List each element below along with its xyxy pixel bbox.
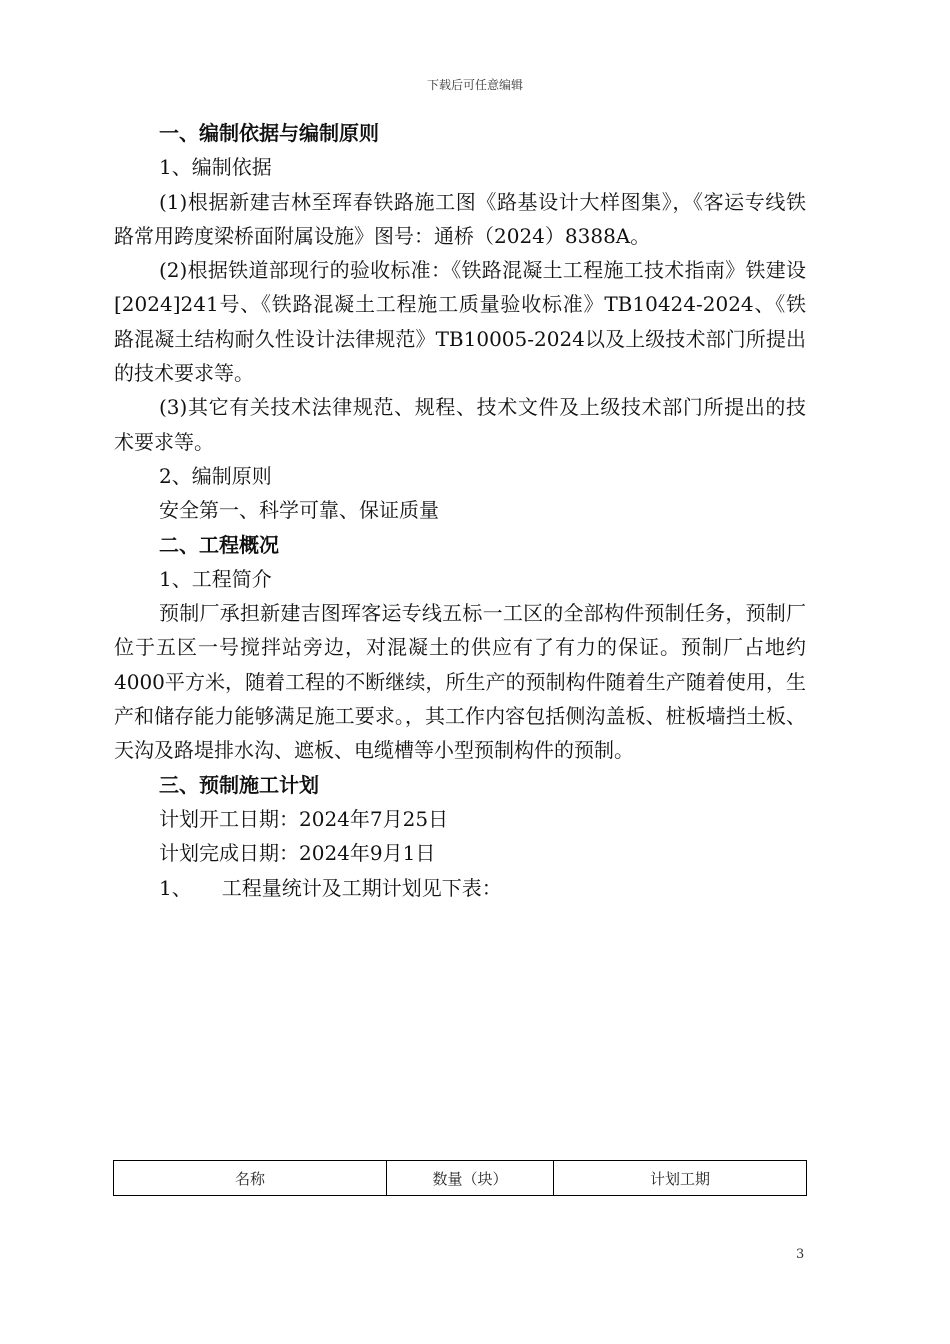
section-3-title: 三、预制施工计划 [159,772,319,797]
section-1-paragraph-4: 安全第一、科学可靠、保证质量 [159,498,439,523]
table-header-quantity: 数量（块） [387,1161,554,1196]
section-1-paragraph-2: (2)根据铁道部现行的验收标准：《铁路混凝土工程施工技术指南》铁建设[2024]241号、《铁路混凝土工程施工质量验收标准》TB10424-2024、《铁路混凝土结构耐久性设计法律规范》TB10005-2024以及上级技术部门所提出的技术要求等。 [114,258,806,386]
table-header-schedule: 计划工期 [554,1161,807,1196]
section-2-subheading-intro: 1、工程简介 [159,566,272,591]
section-1-subheading-basis: 1、编制依据 [159,155,272,180]
section-3-list-item [114,871,806,905]
section-3-finish-date: 计划完成日期：2024年9月1日 [159,841,436,866]
schedule-table [113,1160,807,1196]
section-1-paragraph-1: (1)根据新建吉林至珲春铁路施工图《路基设计大样图集》，《客运专线铁路常用跨度梁桥面附属设施》图号：通桥（2024）8388A。 [114,189,806,248]
list-item-text: 工程量统计及工期计划见下表： [221,875,502,900]
document-body [114,116,806,905]
section-1-paragraph-3: (3)其它有关技术法律规范、规程、技术文件及上级技术部门所提出的技术要求等。 [114,395,806,454]
table-header-row [114,1161,807,1196]
section-1-title: 一、编制依据与编制原则 [159,121,379,145]
section-3-start-date: 计划开工日期：2024年7月25日 [159,806,449,831]
page-number: 3 [796,1247,805,1262]
section-1-subheading-principles: 2、编制原则 [159,463,272,488]
section-2-title: 二、工程概况 [159,532,279,557]
table-header-name: 名称 [114,1161,387,1196]
page-header: 下载后可任意编辑 [426,78,523,92]
list-item-number: 1、 [159,875,192,900]
section-2-paragraph-1: 预制厂承担新建吉图珲客运专线五标一工区的全部构件预制任务，预制厂位于五区一号搅拌站旁边，对混凝土的供应有了有力的保证。预制厂占地约4000平方米，随着工程的不断继续，所生产的预制构件随着生产随着使用，生产和储存能力能够满足施工要求。，其工作内容包括侧沟盖板、桩板墙挡土板、天沟及路堤排水沟、遮板、电缆槽等小型预制构件的预制。 [114,601,806,763]
